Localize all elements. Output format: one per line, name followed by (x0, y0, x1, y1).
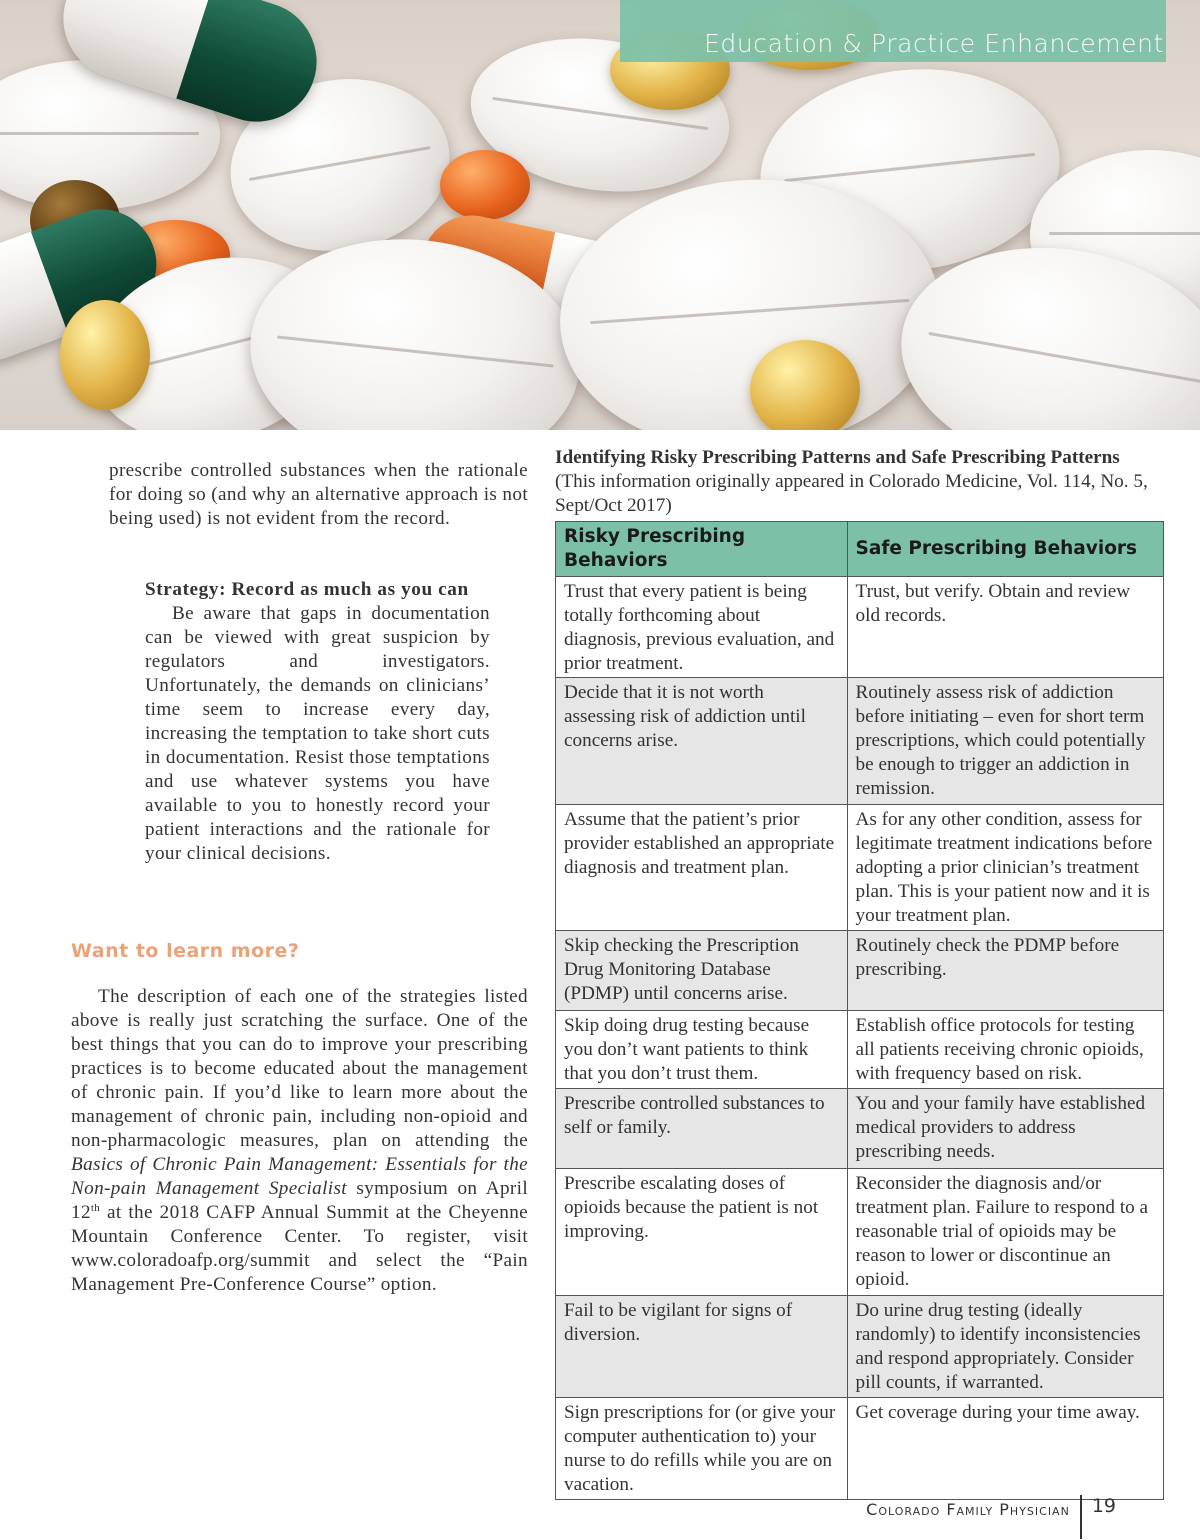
strategy-block (145, 578, 490, 866)
learn-more-text: The description of each one of the strategies listed above is really just scratching the surface. One of the best things that you can do to improve your prescribing practices is to become educated about the management of chronic pain. If you’d like to learn more about the management of chronic pain, including non-opioid and non-pharmacologic measures, plan on attending the (71, 986, 528, 1151)
table-row (556, 931, 1164, 1011)
learn-more-heading: Want to learn more? (71, 940, 300, 962)
safe-cell: You and your family have established medical providers to address prescribing needs. (847, 1089, 1163, 1169)
strategy-body: Be aware that gaps in documentation can be viewed with great suspicion by regulators and investigators. Unfortunately, the demands on clinicians’ time seem to increase every day, increasing the temptation to take short cuts in documentation. Resist those temptations and use whatever systems you have available to you to honestly record your patient interactions and the rationale for your clinical decisions. (145, 603, 490, 864)
intro-paragraph: prescribe controlled substances when the rationale for doing so (and why an alternative approach is not being used) is not evident from the record. (109, 460, 528, 529)
learn-more-text: at the 2018 CAFP Annual Summit at the Cheyenne Mountain Conference Center. To register, visit www.coloradoafp.org/summit and select the “Pain Management Pre-Conference Course” option. (71, 1202, 528, 1295)
safe-cell: Get coverage during your time away. (847, 1398, 1163, 1500)
column-header-risky: Risky Prescribing Behaviors (556, 522, 848, 577)
date-superscript: th (90, 1202, 101, 1214)
table-row (556, 1169, 1164, 1296)
table-row (556, 1296, 1164, 1398)
hero-pills-photo (0, 0, 1200, 430)
table-row (556, 1398, 1164, 1500)
risky-cell: Fail to be vigilant for signs of diversion. (556, 1296, 848, 1398)
table-title: Identifying Risky Prescribing Patterns and Safe Prescribing Patterns (555, 447, 1120, 468)
journal-name: Colorado Family Physician (866, 1500, 1070, 1519)
column-header-safe: Safe Prescribing Behaviors (847, 522, 1163, 577)
risky-cell: Prescribe escalating doses of opioids because the patient is not improving. (556, 1169, 848, 1296)
strategy-heading: Strategy: Record as much as you can (145, 579, 469, 600)
risky-cell: Assume that the patient’s prior provider established an appropriate diagnosis and treatment plan. (556, 805, 848, 931)
table-row (556, 577, 1164, 678)
footer-divider (1080, 1495, 1082, 1539)
table-caption (555, 446, 1167, 518)
safe-cell: Establish office protocols for testing all patients receiving chronic opioids, with frequency based on risk. (847, 1011, 1163, 1089)
table-row (556, 1011, 1164, 1089)
risky-cell: Decide that it is not worth assessing risk of addiction until concerns arise. (556, 678, 848, 805)
learn-more-text: symposium on April 12 (71, 1178, 528, 1223)
table-row (556, 805, 1164, 931)
amber-softgel (750, 340, 860, 430)
risky-cell: Sign prescriptions for (or give your computer authentication to) your nurse to do refills while you are on vacation. (556, 1398, 848, 1500)
safe-cell: Routinely check the PDMP before prescribing. (847, 931, 1163, 1011)
safe-cell: Reconsider the diagnosis and/or treatment plan. Failure to respond to a reasonable trial of opioids may be reason to lower or discontinue an opioid. (847, 1169, 1163, 1296)
page-number: 19 (1091, 1495, 1116, 1517)
section-banner (620, 0, 1166, 62)
safe-cell: Trust, but verify. Obtain and review old records. (847, 577, 1163, 678)
safe-cell: Do urine drug testing (ideally randomly) to identify inconsistencies and respond appropriately. Consider pill counts, if warranted. (847, 1296, 1163, 1398)
safe-cell: As for any other condition, assess for legitimate treatment indications before adopting a prior clinician’s treatment plan. This is your patient now and it is your treatment plan. (847, 805, 1163, 931)
table-row (556, 1089, 1164, 1169)
risky-cell: Prescribe controlled substances to self or family. (556, 1089, 848, 1169)
table-row (556, 678, 1164, 805)
risky-cell: Skip doing drug testing because you don’t want patients to think that you don’t trust them. (556, 1011, 848, 1089)
prescribing-patterns-table (555, 521, 1164, 1500)
amber-softgel (60, 300, 150, 410)
symposium-title: Basics of Chronic Pain Management: Essentials for the Non-pain Management Specialist (71, 1154, 528, 1199)
safe-cell: Routinely assess risk of addiction before initiating – even for short term prescriptions, which could potentially be enough to trigger an addiction in remission. (847, 678, 1163, 805)
risky-cell: Trust that every patient is being totally forthcoming about diagnosis, previous evaluation, and prior treatment. (556, 577, 848, 678)
page-footer (866, 1495, 1116, 1540)
risky-cell: Skip checking the Prescription Drug Monitoring Database (PDMP) until concerns arise. (556, 931, 848, 1011)
section-label: Education & Practice Enhancement (703, 29, 1164, 58)
learn-more-paragraph (71, 985, 528, 1297)
table-header-row (556, 522, 1164, 577)
table-source-note: (This information originally appeared in Colorado Medicine, Vol. 114, No. 5, Sept/Oct 2017) (555, 471, 1148, 516)
